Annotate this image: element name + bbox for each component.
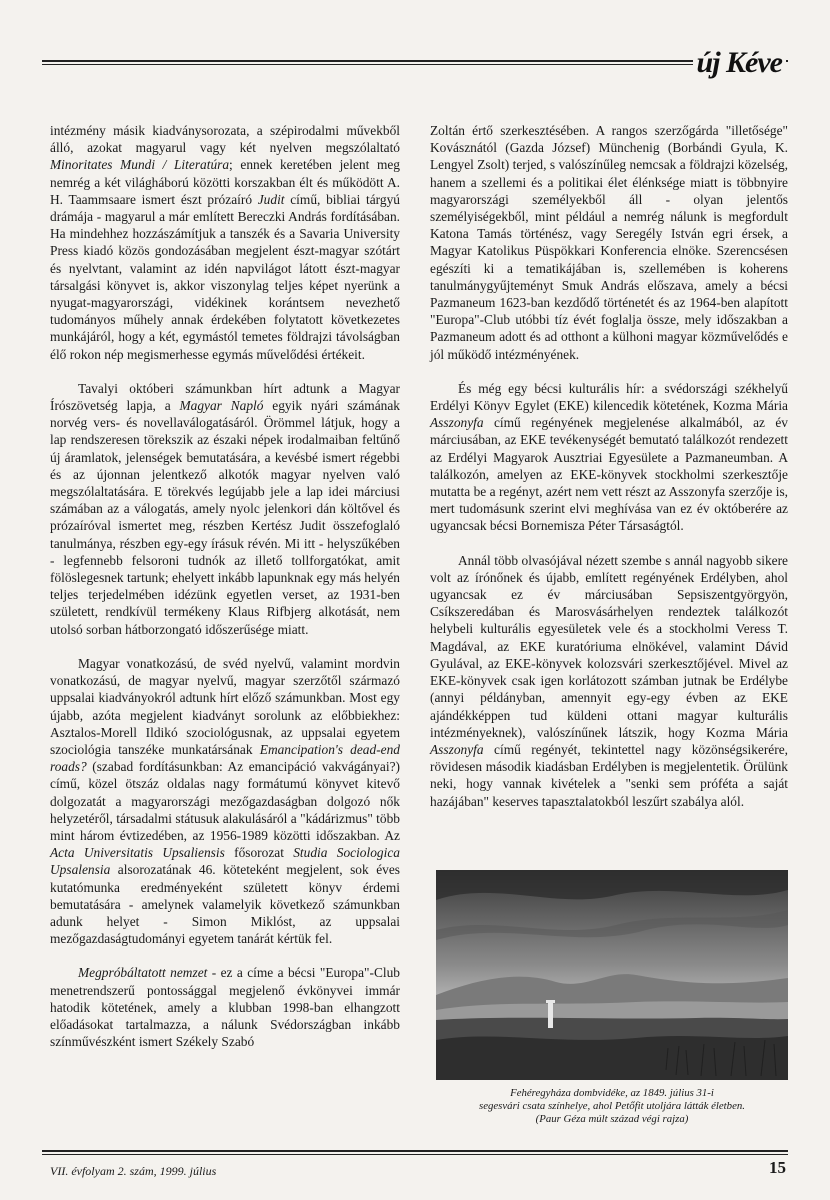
- paragraph: [50, 964, 400, 1050]
- header-rule-thin: [42, 64, 720, 65]
- caption-line: Fehéregyháza dombvidéke, az 1849. július 31-i: [510, 1087, 714, 1099]
- text-span: ; ennek keretében jelent meg nemrég a két világháború közötti korszakban élt és működött A. H. Taammsaare ismert észt prózaíró: [50, 157, 400, 207]
- book-title: Emancipation's dead-end roads?: [50, 741, 400, 775]
- text-span: egyik nyári számának norvég vers- és novellaválogatásáról. Örömmel látjuk, hogy a lap rendszeresen törekszik az északi népek irodalmaiban feltűnő új áramlatok, jelenségek bemutatására, a kevésbé ismert régebbi és az újonnan jelentkező alkotók magyar nyelven való megszólaltatására. E törekvés legújabb jele a lap idei márciusi számában az a válogatás, amely nyolc jelenkori dán költővel és prózaíróval ismertet meg, részben Kertész Judit összefoglaló tanulmánya, részben egy-egy írásuk révén. Mi itt - helyszűkében - legfennebb felsoroni tudnók az illető tollforgatókat, amit fölöslegesnek tartunk; ehelyett inkább lapunknak egy más helyén teljes terjedelmében idézünk egyetlen verset, az 1931-ben született, rendkívül termékeny Klaus Rifbjerg alkotását, nem utolsó sorban hátborzongató időszerűsége miatt.: [50, 398, 400, 637]
- text-span: fősorozat: [224, 845, 294, 861]
- landscape-drawing: [436, 870, 788, 1080]
- text-span: Tavalyi októberi számunkban hírt adtunk a Magyar Írószövetség lapja, a: [50, 380, 400, 414]
- text-span: című, bibliai tárgyú drámája - magyarul a már említett Bereczki András fordításában. Ha mindehhez hozzászámítjuk a tanszék és a Savaria University Press kiadó közös gondozásában megjelent észt-magyar szótárt és nyelvtant, valamint az idén napvilágot látott észt-magyar társalgási könyvet is, akkor viszonylag teljes képet nyerünk a nyugat-magyarországi, vidékinek korántsem nevezhető tudományos műhely annak érdekében folytatott következetes munkájáról, hogy a két, egymástól temetes földrajzi távolságban élő rokon nép megismerhesse egymás művelődési értékeit.: [50, 191, 400, 362]
- series-title: Acta Universitatis Upsaliensis: [50, 845, 225, 861]
- left-column: [50, 122, 400, 1050]
- paragraph: Zoltán értő szerkesztésében. A rangos szerzőgárda "illetősége" Kovásznától (Gazda József) Münchenig (Borbándi Gyula, K. Lengyel Zsolt) terjed, s valószínűleg nemcsak a földrajzi közelség, hanem a szellemi és a politikai élet élénksége miatt is többnyire magyarországi személyekből áll - olyan jelentős személyiségekből, mint például a nemrég nálunk is megfordult Katona Tamás történész, vagy Seregély István egri érsek, a Magyar Katolikus Püspökkari Konferencia elnöke. Szerencsésen egészíti ki a tematikájában is, szellemében is koherens tanulmánygyűjteményt Smuk András előszava, amely a bécsi Pazmaneum 1623-ban kezdődő történetét és az 1964-ben alapított "Europa"-Club utóbbi tíz évét foglalja össze, mely időszakban a Pazmaneum adott és ad otthont a külhoni magyar közművelődés e jól működő intézményének.: [430, 123, 788, 362]
- text-span: (szabad fordításunkban: Az emancipáció vakvágányai?) című, közel ötszáz oldalas nagy formátumú könyvet kitevő dolgozatát a magyarországi mezőgazdaságban dolgozó nők helyzetéről, társadalmi státusuk alakulásáról a "kádárizmus" több mint három évtizedében, az 1956-1989 közötti időszakban. Az: [50, 759, 400, 843]
- paragraph: [430, 552, 788, 810]
- caption-line: segesvári csata színhelye, ahol Petőfit utoljára látták életben.: [479, 1100, 745, 1112]
- text-span: című regényének megjelenése alkalmából, az év márciusában, az EKE tevékenységét bemutató találkozót rendezett az Erdélyi Magyarok Ausztriai Egyesülete a Pazmaneumban. A találkozón, amelyen az EKE-könyvek stockholmi szerkesztője mutatta be a regényt, azért nem vett részt az Asszonyfa szerzője is, mert tudomásunk szerint elvi meghívása van ez év októberére az ugyancsak bécsi Bornemisza Péter Társaságtól.: [430, 415, 788, 534]
- journal-title: Magyar Napló: [179, 398, 264, 414]
- book-title: Asszonyfa: [430, 415, 484, 431]
- text-span: Annál több olvasójával nézett szembe s annál nagyobb sikere volt az írónőnek és újabb, említett regényének Erdélyben, ahol ugyancsak ez év márciusában Sepsiszentgyörgyön, Csíkszeredában és Marosvásárhelyen rendeztek találkozót helybeli kulturális egyesületek vele és a stockholmi Veress T. Magdával, az EKE kuratóriuma elnökével, valamint Dávid Gyulával, az EKE-könyvek kolozsvári szerkesztőjével. Mivel az EKE-könyvek csak igen korlátozott számban jutnak be Erdélybe (annyi példányban, amennyit egy-egy évben az EKE ajándékképpen tud küldeni ottani magyar kulturális intézményeknek), valószínűnek látszik, hogy Kozma Mária: [430, 552, 788, 740]
- book-title: Asszonyfa: [430, 741, 484, 757]
- right-column: [430, 122, 788, 810]
- landscape-illustration: [436, 870, 788, 1080]
- book-title: Judit: [257, 191, 285, 207]
- series-title: Minoritates Mundi / Literatúra: [50, 157, 230, 173]
- paragraph: [50, 655, 400, 947]
- magazine-logo: új Kéve: [693, 46, 786, 80]
- paragraph: [50, 380, 400, 638]
- text-span: intézmény másik kiadványsorozata, a szépirodalmi művekből álló, azokat magyarul vagy két nyelven megszólaltató: [50, 123, 400, 156]
- issue-info: VII. évfolyam 2. szám, 1999. július: [50, 1164, 217, 1178]
- paragraph: [430, 380, 788, 535]
- text-span: alsorozatának 46. köteteként megjelent, sok éves kutatómunka eredményeként született könyv érdemi bemutatására - amelynek valamelyik következő számunkban adunk helyet - Simon Miklóst, az uppsalai mezőgazdaságtudományi egyetem tanárát kértük fel.: [50, 862, 400, 947]
- footer-rule-thin: [42, 1154, 788, 1155]
- text-span: Magyar vonatkozású, de svéd nyelvű, valamint mordvin vonatkozású, de magyar nyelvű, magyar szerzőtől származó uppsalai kiadványokról adtunk hírt előző számunkban. Most egy újabb, azóta megjelent kiadványt sorolunk az előbbiekhez: Asztalos-Morell Ildikó szociológusnak, az uppsalai egyetem szociológia tanszéke munkatársának: [50, 655, 400, 757]
- footer-rule: [42, 1150, 788, 1152]
- text-span: És még egy bécsi kulturális hír: a svédországi székhelyű Erdélyi Könyv Egylet (EKE) kilencedik kötetének, Kozma Mária: [430, 380, 788, 414]
- paragraph: [50, 122, 400, 363]
- book-title: Megpróbáltatott nemzet: [78, 965, 208, 981]
- figure-caption: [436, 1087, 788, 1126]
- series-title: Studia Sociologica Upsalensia: [50, 845, 400, 878]
- page-number: 15: [769, 1158, 786, 1177]
- text-span: című regényét, tekintettel nagy közönségsikerére, rövidesen második kiadásban Erdélyben is megjelentetik. Örülünk neki, hogy vannak kivételek a "senki sem próféta a saját hazájában" keserves tapasztalatokból leszűrt szabálya alól.: [430, 741, 788, 809]
- caption-credit: (Paur Géza múlt század végi rajza): [535, 1113, 689, 1125]
- text-span: - ez a címe a bécsi "Europa"-Club menetrendszerű pontossággal megjelenő évkönyvei immár hatodik kötetének, amely a klubban 1998-ban elhangzott előadásokat tartalmazza, a nálunk Svédországban inkább színművészként ismert Székely Szabó: [50, 965, 400, 1050]
- header-rule: [42, 60, 788, 62]
